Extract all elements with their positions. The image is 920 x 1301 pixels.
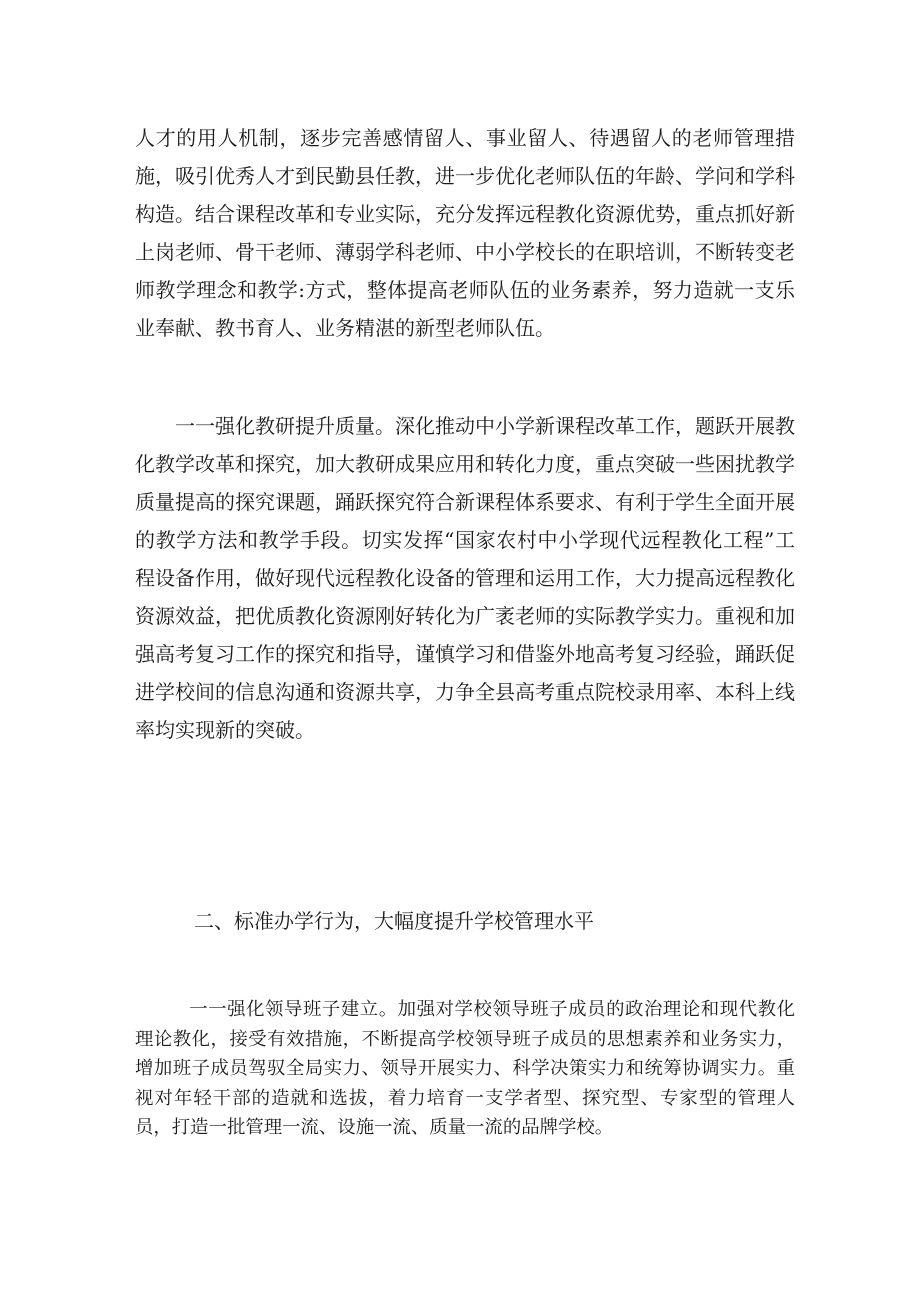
paragraph-teacher-team: 人才的用人机制，逐步完善感情留人、事业留人、待遇留人的老师管理措施，吸引优秀人才到民勤县任教，进一步优化老师队伍的年龄、学问和学科构造。结合课程改革和专业实际，充分发挥远程教化资源优势，重点抓好新上岗老师、骨干老师、薄弱学科老师、中小学校长的在职培训，不断转变老师教学理念和教学:方式，整体提高老师队伍的业务素养，努力造就一支乐业奉献、教书育人、业务精湛的新型老师队伍。 [135, 126, 795, 340]
paragraph-teaching-research: 一一强化教研提升质量。深化推动中小学新课程改革工作，题跃开展教化教学改革和探究，加大教研成果应用和转化力度，重点突破一些困扰教学质量提高的探究课题，踊跃探究符合新课程体系要求、有利于学生全面开展的教学方法和教学手段。切实发挥“国家农村中小学现代远程教化工程”工程设备作用，做好现代远程教化设备的管理和运用工作，大力提高远程教化资源效益，把优质教化资源刚好转化为广袤老师的实际教学实力。重视和加强高考复习工作的探究和指导，谨慎学习和借鉴外地高考复习经验，踊跃促进学校间的信息沟通和资源共享，力争全县高考重点院校录用率、本科上线率均实现新的突破。 [135, 414, 795, 742]
section-heading: 二、标准办学行为，大幅度提升学校管理水平 [194, 909, 594, 933]
paragraph-leadership: 一一强化领导班子建立。加强对学校领导班子成员的政治理论和现代教化理论教化，接受有效措施，不断提高学校领导班子成员的思想素养和业务实力，增加班子成员驾驭全局实力、领导开展实力、科学决策实力和统筹协调实力。重视对年轻干部的造就和选拔，着力培育一支学者型、探究型、专家型的管理人员，打造一批管理一流、设施一流、质量一流的品牌学校。 [135, 999, 795, 1139]
